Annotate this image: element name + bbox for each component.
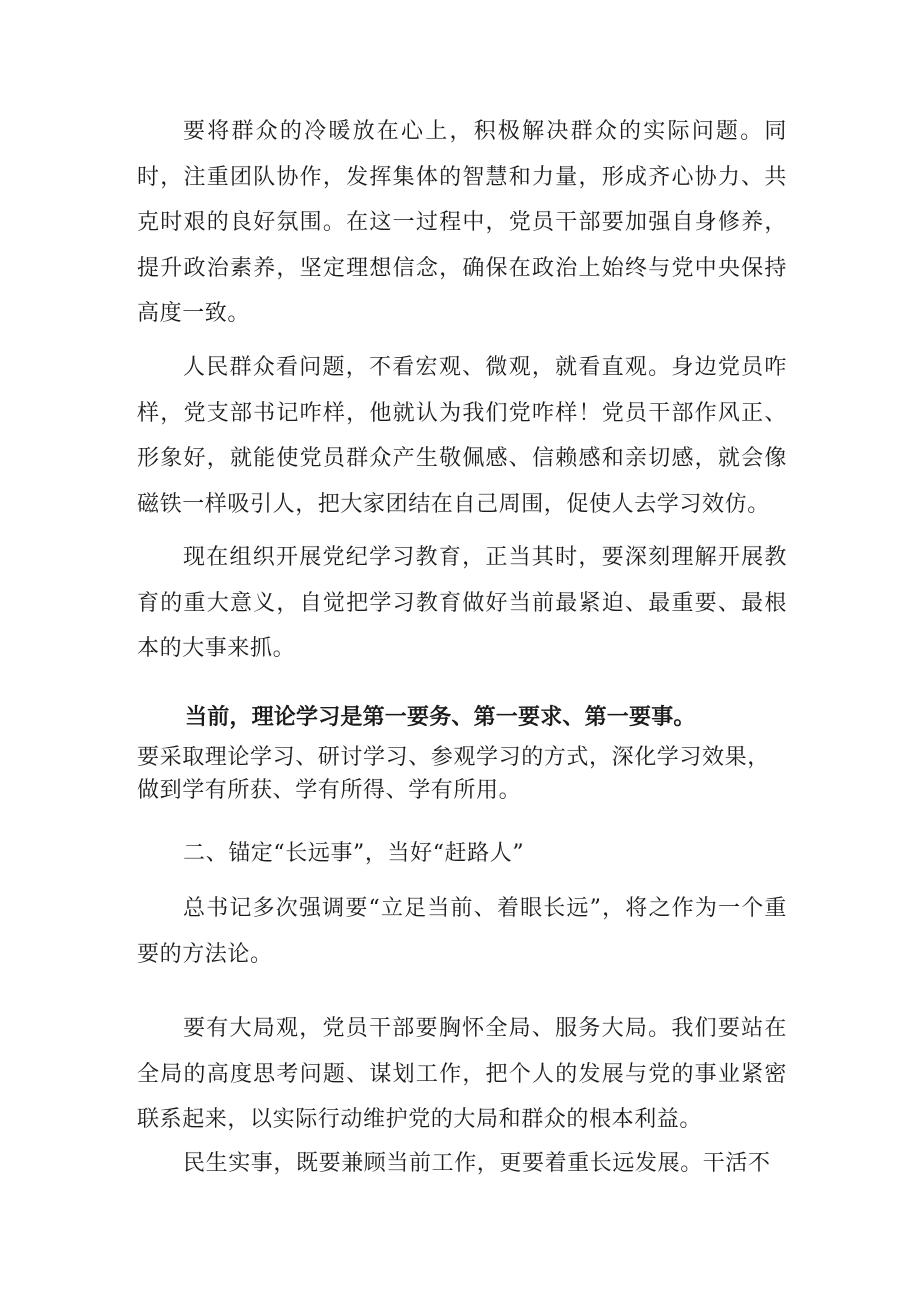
section-title-two: 二、锚定“长远事”，当好“赶路人” [183, 841, 525, 866]
paragraph-discipline-education: 现在组织开展党纪学习教育，正当其时，要深刻理解开展教育的重大意义，自觉把学习教育做好当前最紧迫、最重要、最根本的大事来抓。 [137, 545, 787, 661]
paragraph-care-for-masses: 要将群众的冷暖放在心上，积极解决群众的实际问题。同时，注重团队协作，发挥集体的智慧和力量，形成齐心协力、共克时艰的良好氛围。在这一过程中，党员干部要加强自身修养，提升政治素养，坚定理想信念，确保在政治上始终与党中央保持高度一致。 [137, 119, 787, 326]
paragraph-study-methods: 要采取理论学习、研讨学习、参观学习的方式，深化学习效果，做到学有所获、学有所得、学有所用。 [137, 745, 770, 803]
paragraph-people-view: 人民群众看问题，不看宏观、微观，就看直观。身边党员咋样，党支部书记咋样，他就认为我们党咋样！党员干部作风正、形象好，就能使党员群众产生敬佩感、信赖感和亲切感，就会像磁铁一样吸引人，把大家团结在自己周围，促使人去学习效仿。 [137, 355, 787, 517]
paragraph-livelihood-truncated: 民生实事，既要兼顾当前工作，更要着重长远发展。干活不 [183, 1151, 771, 1176]
paragraph-big-picture: 要有大局观，党员干部要胸怀全局、服务大局。我们要站在全局的高度思考问题、谋划工作，把个人的发展与党的事业紧密联系起来，以实际行动维护党的大局和群众的根本利益。 [137, 1016, 787, 1132]
paragraph-long-term: 总书记多次强调要“立足当前、着眼长远”，将之作为一个重要的方法论。 [137, 896, 787, 967]
bold-heading-theory-study: 当前，理论学习是第一要务、第一要求、第一要事。 [185, 705, 696, 730]
